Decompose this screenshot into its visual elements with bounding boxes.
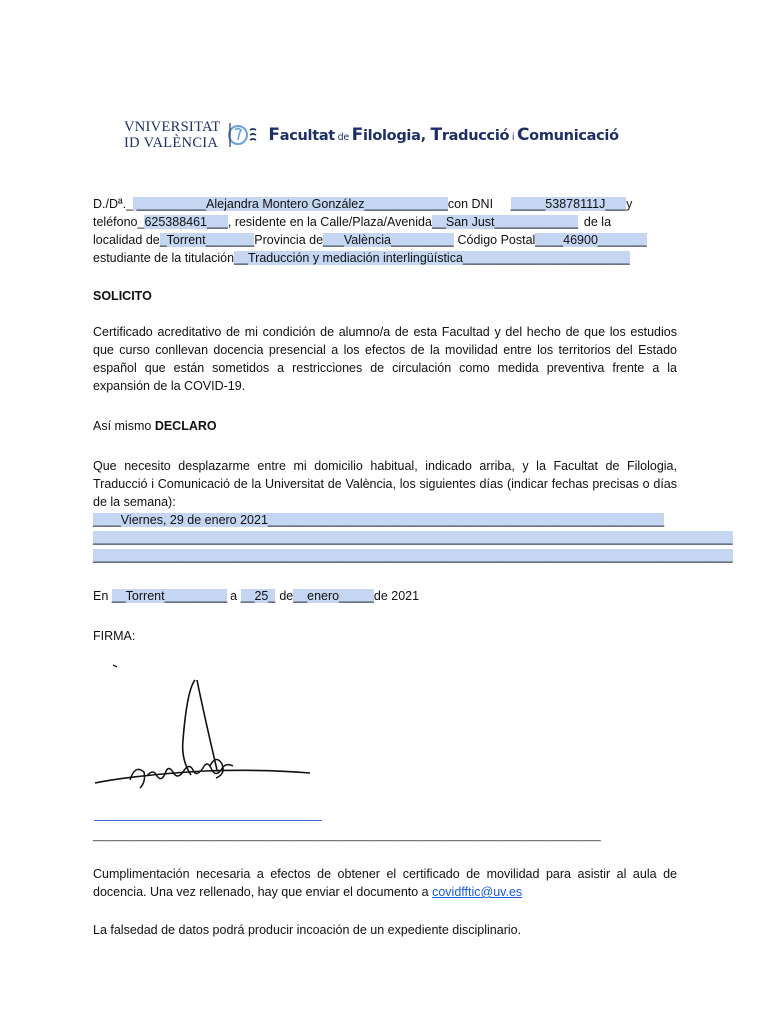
solicito-text-line4: expansión de la COVID-19.: [93, 379, 246, 393]
solicito-heading: SOLICITO: [93, 289, 152, 303]
declaro-text-line2: Traducció i Comunicació de la Universitat de València, los siguientes días (indicar fechas precisas o días: [93, 477, 677, 491]
form-line-name: D./Dª._ __________Alejandra Montero González____________con DNI _____53878111J___y: [93, 197, 633, 211]
phone-field[interactable]: 625388461___: [144, 215, 228, 229]
signature-label: FIRMA:: [93, 629, 136, 643]
university-name-line2: ID VALÈNCIA: [124, 135, 219, 151]
declaro-text-line3: de la semana):: [93, 495, 176, 509]
place-date-line: En __Torrent_________ a __25_ de__enero_____de 2021: [93, 589, 420, 603]
footer-text-line2: docencia. Una vez rellenado, hay que enviar el documento a covidfftic@uv.es: [93, 885, 523, 899]
solicito-text-line2: que curso conllevan docencia presencial a los efectos de la movilidad entre los territorios del Estado: [93, 343, 677, 357]
day-field[interactable]: __25_: [240, 589, 276, 603]
name-field[interactable]: __________Alejandra Montero González____________: [133, 197, 448, 211]
city-field[interactable]: __Torrent_________: [111, 589, 228, 603]
street-field[interactable]: __San Just____________: [431, 215, 578, 229]
declaro-text-line1: Que necesito desplazarme entre mi domicilio habitual, indicado arriba, y la Facultat de Filologia,: [93, 459, 677, 473]
postal-code-field[interactable]: ____46900_______: [535, 233, 647, 247]
form-line-locality: localidad de_Torrent_______Provincia de___València_________ Código Postal____46900_______: [93, 233, 647, 247]
dni-field[interactable]: _____53878111J___: [510, 197, 627, 211]
faculty-name: Facultat de Filologia, Traducció i Comunicació: [268, 125, 619, 145]
province-field[interactable]: ___València_________: [323, 233, 454, 247]
locality-field[interactable]: _Torrent_______: [159, 233, 255, 247]
faculty-logo: [124, 115, 619, 155]
email-link[interactable]: covidfftic@uv.es: [432, 885, 523, 899]
disciplinary-warning: La falsedad de datos podrá producir incoación de un expediente disciplinario.: [93, 923, 522, 937]
solicito-text-line3: español que están sometidos a restricciones de circulación como medida preventiva frente a la: [93, 361, 677, 375]
university-emblem-icon: [226, 118, 262, 152]
month-field[interactable]: __enero_____: [293, 589, 374, 603]
days-field-3[interactable]: ____________________________________________________________________________________________: [93, 549, 733, 563]
degree-field[interactable]: __Traducción y mediación interlingüística________________________: [234, 251, 630, 265]
form-line-phone: teléfono_625388461___, residente en la Calle/Plaza/Avenida__San Just____________ de la: [93, 215, 612, 229]
signature-blue-line: [94, 820, 322, 821]
days-field-2[interactable]: ____________________________________________________________________________________________: [93, 531, 733, 545]
footer-text-line1: Cumplimentación necesaria a efectos de obtener el certificado de movilidad para asistir al aula de: [93, 867, 677, 881]
university-logo: [124, 119, 220, 151]
solicito-text-line1: Certificado acreditativo de mi condición de alumno/a de esta Facultad y del hecho de que los estudios: [93, 325, 677, 339]
days-field-1[interactable]: ____Viernes, 29 de enero 2021_________________________________________________________: [93, 513, 665, 527]
signature-underline: ___________________________________________________________________________________: [93, 830, 601, 842]
university-name-line1: VNIVERSITAT: [124, 119, 221, 135]
declaro-heading: Así mismo DECLARO: [93, 419, 217, 433]
form-line-degree: estudiante de la titulación__Traducción y mediación interlingüística________________________: [93, 251, 630, 265]
handwritten-signature[interactable]: [85, 658, 320, 793]
